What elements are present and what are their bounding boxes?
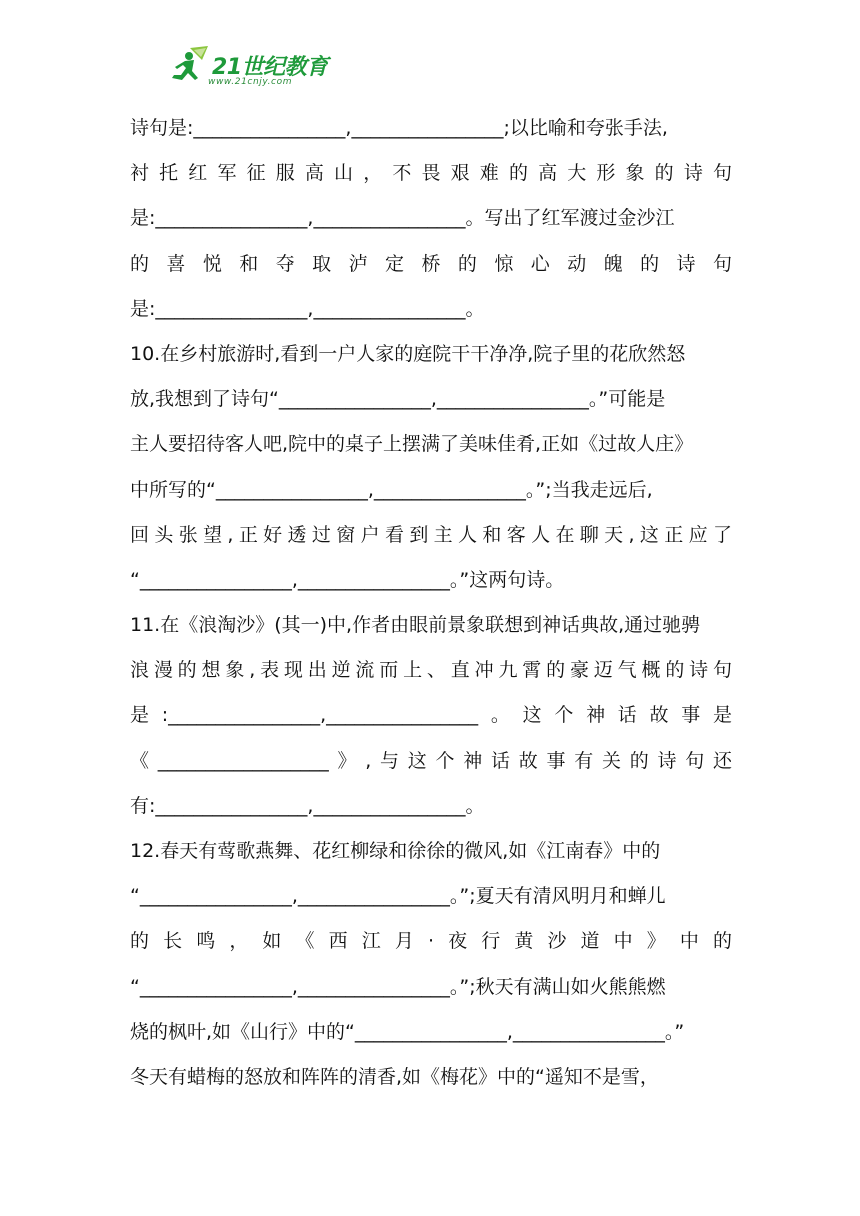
text-line: 回头张望,正好透过窗户看到主人和客人在聊天,这正应了 [130, 523, 732, 546]
text-line: “________________,________________。”;秋天有满山如火熊熊燃 [130, 975, 666, 998]
text-line: 是:________________,________________。写出了红军渡过金沙江 [130, 207, 675, 230]
text-line: 的喜悦和夺取泸定桥的惊心动魄的诗句 [130, 252, 732, 275]
document-body [130, 106, 732, 1100]
text-line: 浪漫的想象,表现出逆流而上、直冲九霄的豪迈气概的诗句 [130, 659, 732, 682]
text-line: 是:________________,________________。 [130, 297, 485, 320]
text-line: 诗句是:________________,________________;以比喻和夸张手法, [130, 117, 668, 139]
text-line: 是:________________,________________。这个神话故事是 [130, 704, 732, 727]
question-11: 11.在《浪淘沙》(其一)中,作者由眼前景象联想到神话典故,通过驰骋 [130, 614, 701, 637]
logo-url: www.21cnjy.com [208, 77, 293, 87]
logo-text: 21世纪教育 [212, 55, 328, 80]
text-line: 有:________________,________________。 [130, 794, 485, 817]
question-12: 12.春天有莺歌燕舞、花红柳绿和徐徐的微风,如《江南春》中的 [130, 840, 661, 862]
text-line: 的长鸣，如《西江月·夜行黄沙道中》中的 [130, 930, 732, 953]
text-line: “________________,________________。”;夏天有清风明月和蝉儿 [130, 885, 666, 908]
question-10: 10.在乡村旅游时,看到一户人家的庭院干干净净,院子里的花欣然怒 [130, 342, 686, 365]
text-line: 衬托红军征服高山，不畏艰难的高大形象的诗句 [130, 162, 732, 185]
text-line: 烧的枫叶,如《山行》中的“________________,________________。” [130, 1020, 685, 1043]
text-line: 放,我想到了诗句“________________,________________。”可能是 [130, 388, 666, 411]
text-line: 中所写的“________________,________________。”;当我走远后, [130, 478, 653, 501]
text-line: 主人要招待客人吧,院中的桌子上摆满了美味佳肴,正如《过故人庄》 [130, 433, 694, 456]
text-line: 《__________________》,与这个神话故事有关的诗句还 [130, 749, 732, 772]
text-line: “________________,________________。”这两句诗。 [130, 568, 565, 591]
text-line: 冬天有蜡梅的怒放和阵阵的清香,如《梅花》中的“遥知不是雪， [130, 1065, 659, 1088]
logo [168, 44, 338, 94]
